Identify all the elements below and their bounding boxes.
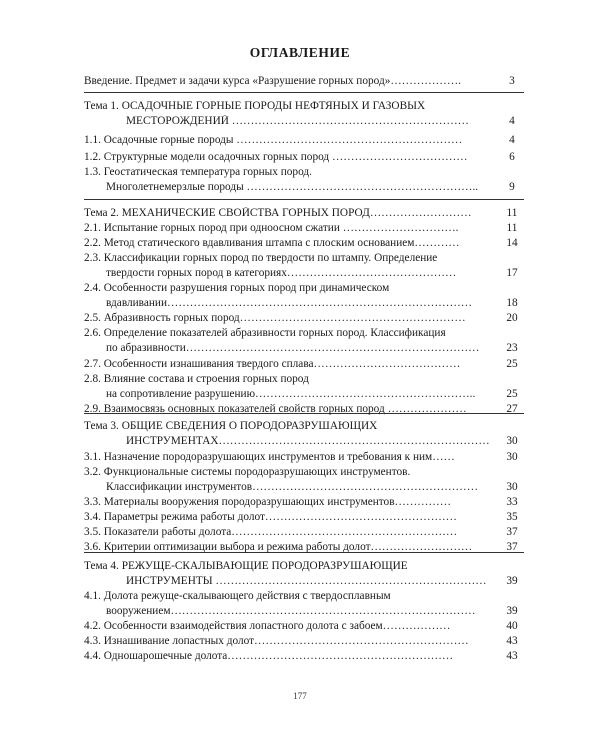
toc-entry-page-number: 4: [509, 134, 515, 146]
section-divider: [84, 92, 524, 93]
toc-entry-text: Многолетнемерзлые породы ……………………………………………………..: [106, 181, 479, 193]
toc-entry-text: 1.1. Осадочные горные породы ……………………………………………………: [84, 134, 463, 146]
toc-entry-text: 1.2. Структурные модели осадочных горных пород ………………………………: [84, 151, 468, 163]
toc-entry-page-number: 14: [506, 237, 518, 249]
toc-entry-page-number: 17: [506, 267, 518, 279]
toc-entry-text: вооружением………………………………………………………………………: [106, 605, 476, 617]
toc-entry-page-number: 25: [506, 388, 518, 400]
toc-entry-text: Классификации инструментов……………………………………………………: [106, 481, 479, 493]
toc-entry-text: 3.6. Критерии оптимизации выбора и режима работы долот………………………: [84, 541, 473, 553]
toc-entry-page-number: 23: [506, 342, 518, 354]
toc-entry-text: 2.3. Классификации горных пород по твердости по штампу. Определение: [84, 252, 438, 264]
toc-entry-text: 2.9. Взаимосвязь основных показателей свойств горных пород …………………: [84, 403, 467, 415]
toc-entry-text: 4.1. Долота режуще-скалывающего действия с твердосплавным: [84, 590, 391, 602]
toc-entry-text: 3.1. Назначение породоразрушающих инструментов и требования к ним……: [84, 451, 455, 463]
toc-entry-text: 2.1. Испытание горных пород при одноосном сжатии ………………………….: [84, 222, 459, 234]
toc-entry-page-number: 39: [506, 575, 518, 587]
toc-entry-text: Тема 3. ОБЩИЕ СВЕДЕНИЯ О ПОРОДОРАЗРУШАЮЩИХ: [84, 420, 378, 432]
toc-entry-page-number: 11: [506, 222, 518, 234]
toc-entry-text: 2.7. Особенности изнашивания твердого сплава…………………………………: [84, 358, 461, 370]
toc-entry-page-number: 6: [509, 151, 515, 163]
toc-entry-text: 3.4. Параметры режима работы долот……………………………………………: [84, 511, 457, 523]
toc-entry-page-number: 25: [506, 358, 518, 370]
toc-entry-text: Тема 4. РЕЖУЩЕ-СКАЛЫВАЮЩИЕ ПОРОДОРАЗРУШАЮЩИЕ: [84, 560, 408, 572]
toc-entry-page-number: 35: [506, 511, 518, 523]
toc-entry-text: ИНСТРУМЕНТАХ………………………………………………………………: [126, 435, 490, 447]
toc-entry-text: 2.6. Определение показателей абразивности горных пород. Классификация: [84, 327, 446, 339]
section-divider: [84, 199, 524, 200]
toc-entry-page-number: 37: [506, 526, 518, 538]
toc-entry-text: 2.2. Метод статического вдавливания штампа с плоским основанием…………: [84, 237, 460, 249]
toc-entry-text: МЕСТОРОЖДЕНИЙ ………………………………………………………: [126, 115, 469, 127]
toc-entry-text: 4.2. Особенности взаимодействия лопастного долота с забоем………………: [84, 620, 451, 632]
toc-entry-text: Тема 1. ОСАДОЧНЫЕ ГОРНЫЕ ПОРОДЫ НЕФТЯНЫХ И ГАЗОВЫХ: [84, 100, 426, 112]
toc-entry-text: 4.4. Одношарошечные долота……………………………………………………: [84, 650, 454, 662]
toc-entry-text: 1.3. Геостатическая температура горных пород.: [84, 166, 312, 178]
toc-entry-text: 3.5. Показатели работы долота……………………………………………………: [84, 526, 458, 538]
toc-entry-page-number: 4: [509, 115, 515, 127]
page-number: 177: [293, 691, 307, 701]
toc-entry-page-number: 27: [506, 403, 518, 415]
toc-entry-page-number: 43: [506, 635, 518, 647]
toc-entry-page-number: 30: [506, 451, 518, 463]
toc-entry-page-number: 3: [509, 75, 515, 87]
page-title: ОГЛАВЛЕНИЕ: [249, 45, 351, 60]
toc-entry-text: 2.8. Влияние состава и строения горных пород: [84, 373, 309, 385]
toc-entry-page-number: 11: [506, 207, 518, 219]
toc-entry-page-number: 40: [506, 620, 518, 632]
toc-entry-page-number: 30: [506, 435, 518, 447]
toc-entry-page-number: 30: [506, 481, 518, 493]
toc-entry-text: 3.3. Материалы вооружения породоразрушающих инструментов……………: [84, 496, 452, 508]
toc-entry-page-number: 37: [506, 541, 518, 553]
toc-entry-text: Тема 2. МЕХАНИЧЕСКИЕ СВОЙСТВА ГОРНЫХ ПОРОД………………………: [84, 207, 472, 219]
toc-entry-text: 4.3. Изнашивание лопастных долот…………………………………………………: [84, 635, 469, 647]
toc-entry-text: ИНСТРУМЕНТЫ ………………………………………………………………: [126, 575, 487, 587]
toc-entry-page-number: 39: [506, 605, 518, 617]
toc-entry-page-number: 18: [506, 297, 518, 309]
toc-entry-text: 3.2. Функциональные системы породоразрушающих инструментов.: [84, 466, 411, 478]
toc-entry-text: на сопротивление разрушению…………………………………………………..: [106, 388, 476, 400]
toc-entry-page-number: 33: [506, 496, 518, 508]
toc-entry-text: Введение. Предмет и задачи курса «Разрушение горных пород»……………….: [84, 75, 461, 87]
toc-entry-text: вдавливании………………………………………………………………………: [106, 297, 473, 309]
toc-entry-text: 2.4. Особенности разрушения горных пород при динамическом: [84, 282, 390, 294]
toc-entry-text: твердости горных пород в категориях………………………………………: [106, 267, 457, 279]
toc-entry-page-number: 20: [506, 312, 518, 324]
toc-entry-text: 2.5. Абразивность горных пород……………………………………………………: [84, 312, 466, 324]
toc-entry-page-number: 9: [509, 181, 515, 193]
toc-entry-page-number: 43: [506, 650, 518, 662]
toc-entry-text: по абразивности……………………………………………………………………: [106, 342, 480, 354]
